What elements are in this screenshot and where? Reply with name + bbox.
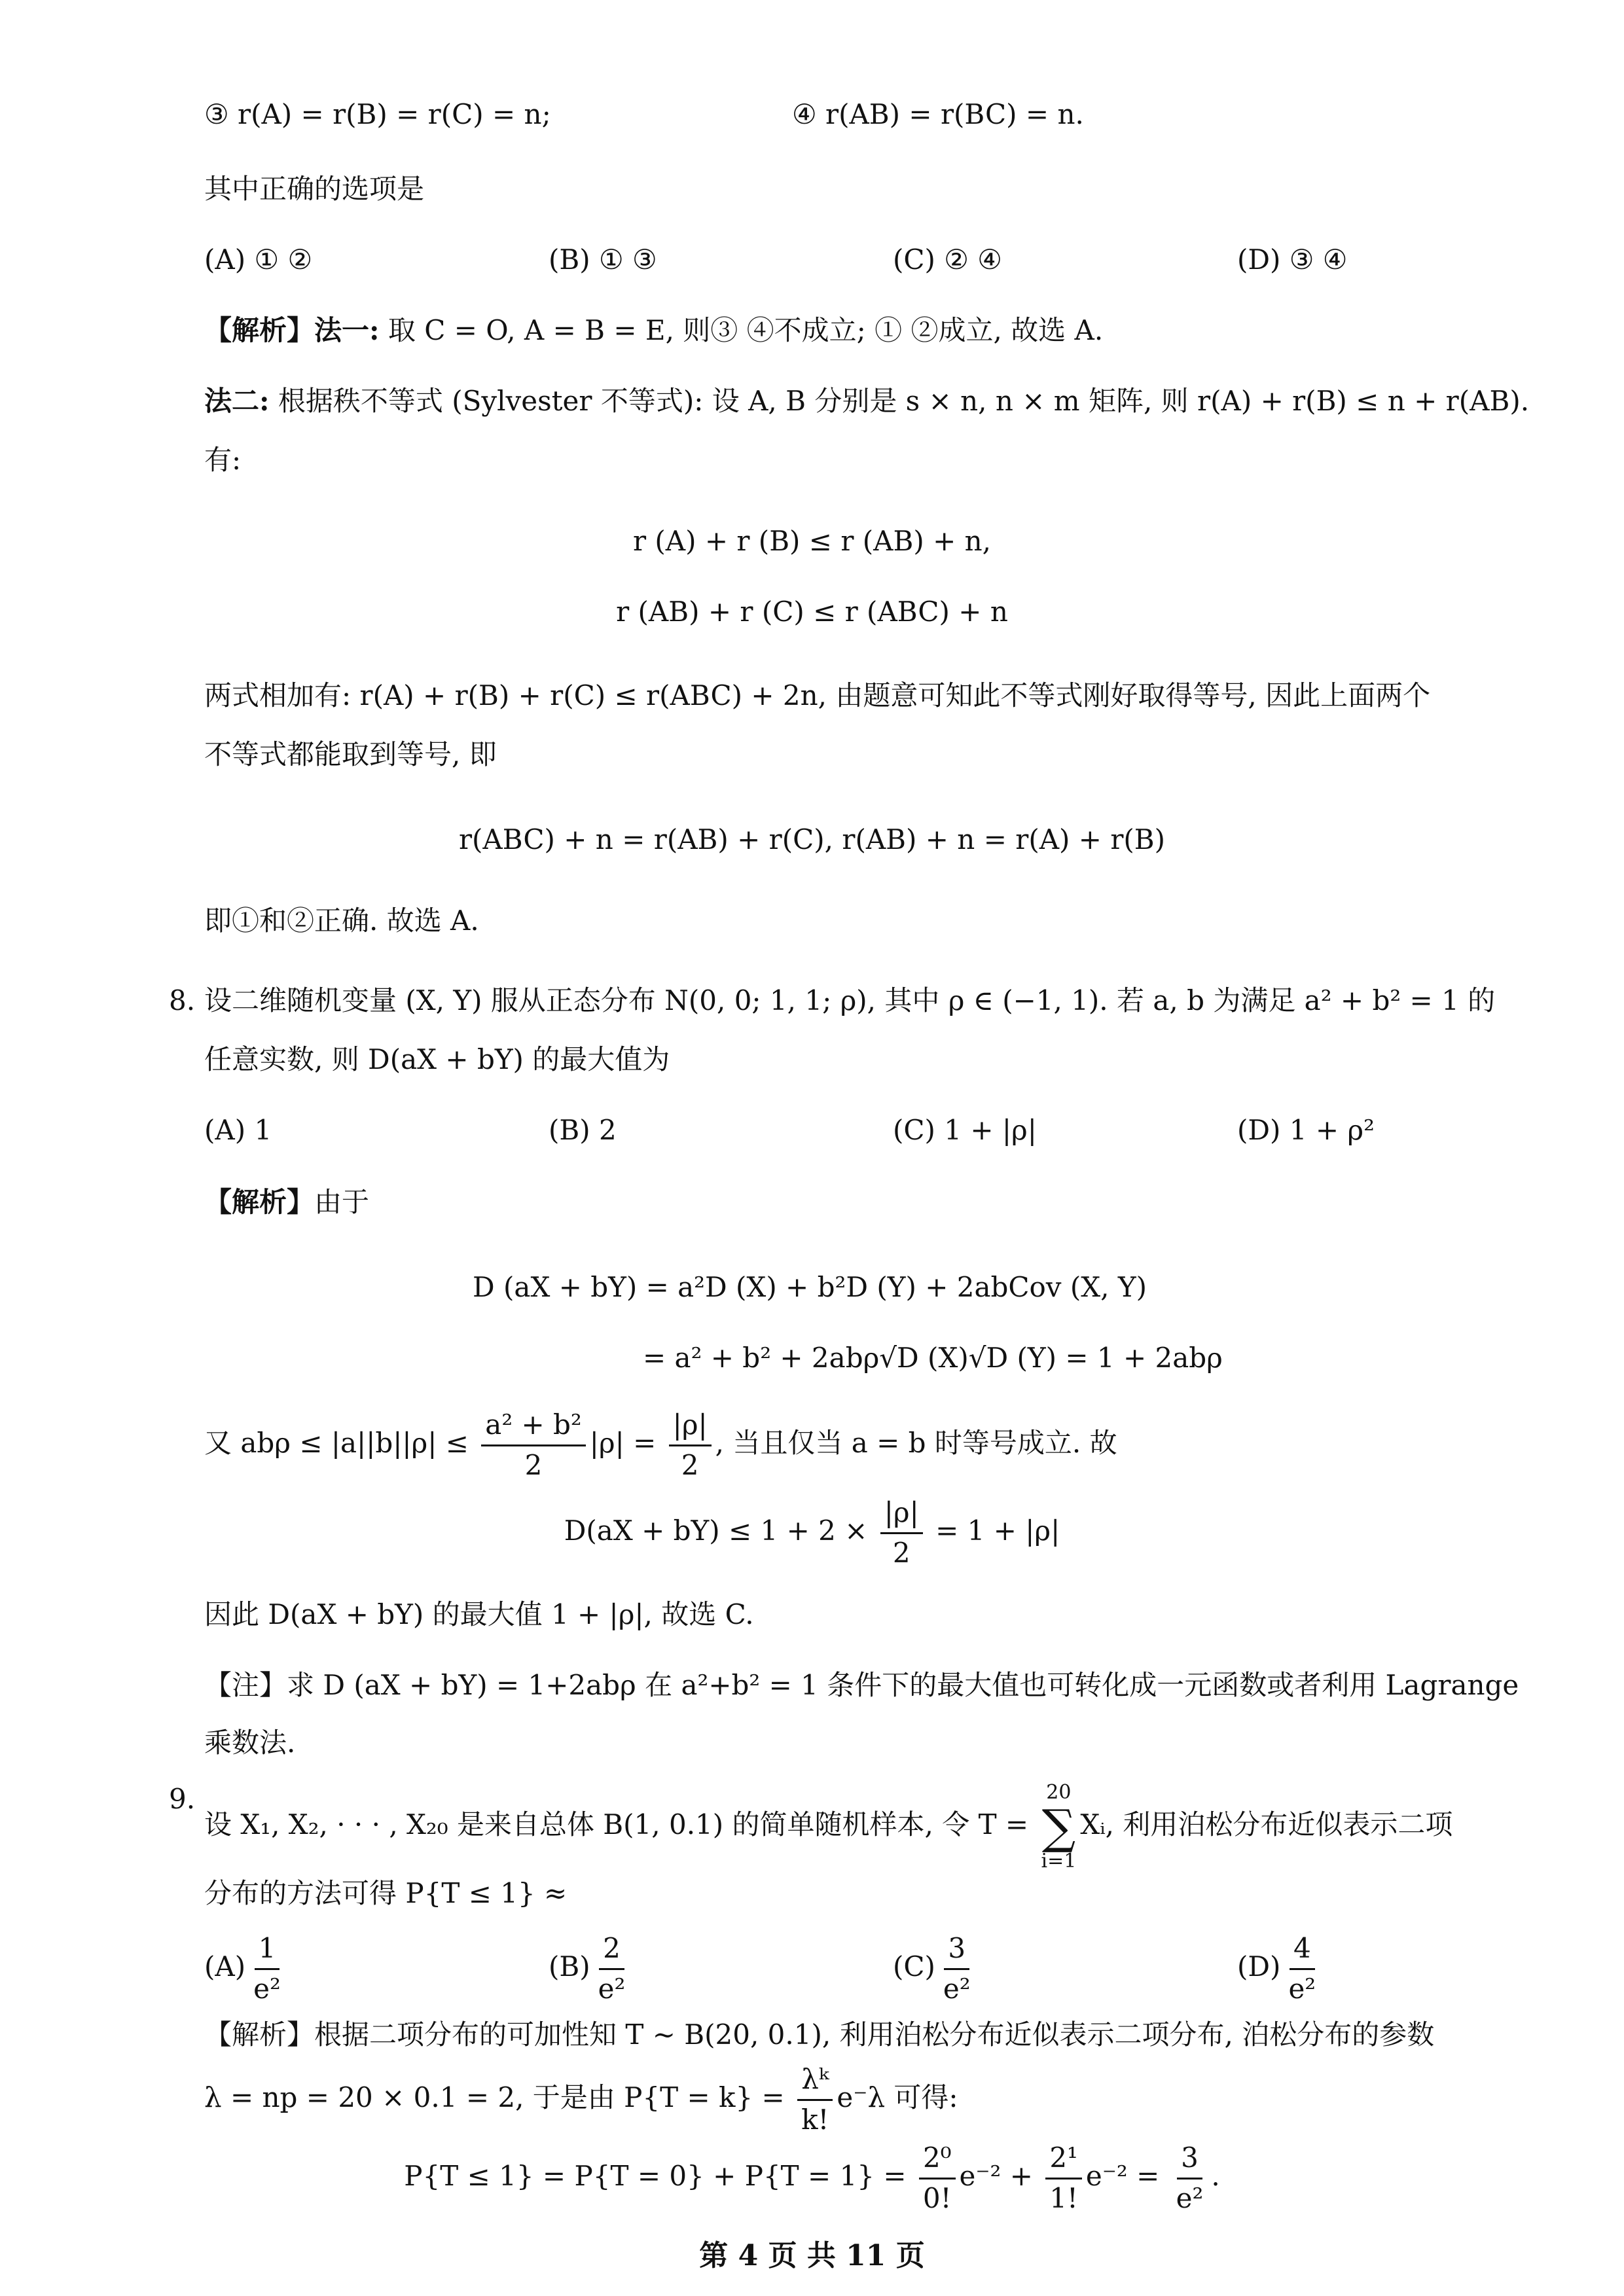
option-label: (A) (204, 1950, 246, 1983)
eq-text: D(aX + bY) ≤ 1 + 2 × (564, 1515, 876, 1547)
q9-analysis-text: e⁻λ 可得: (837, 2081, 958, 2114)
ineq-text: 又 abρ ≤ |a||b||ρ| ≤ (204, 1427, 478, 1460)
q8-equation-3 (0, 1495, 1624, 1571)
q7-analysis-method2 (204, 384, 1529, 420)
fraction (481, 1407, 586, 1483)
q9-text-post: Xᵢ, 利用泊松分布近似表示二项 (1080, 1808, 1453, 1840)
q8-text-cont: 任意实数, 则 D(aX + bY) 的最大值为 (204, 1043, 670, 1075)
sum-symbol: ∑ (1041, 1799, 1076, 1854)
q8-option-d: (D) 1 + ρ² (1237, 1114, 1375, 1146)
ineq-text: |ρ| = (589, 1427, 665, 1460)
q7-analysis-method1 (204, 313, 1103, 349)
fraction (797, 2062, 833, 2138)
fraction (880, 1495, 923, 1571)
sum-lower-limit: i=1 (1041, 1850, 1077, 1873)
denominator: 2 (892, 1536, 911, 1569)
numerator: 2¹ (1045, 2140, 1082, 2179)
q8-option-a: (A) 1 (204, 1114, 272, 1146)
denominator: e² (943, 1972, 971, 2005)
q9-text-pre: 设 X₁, X₂, · · · , X₂₀ 是来自总体 B(1, 0.1) 的简单随机样本, 令 T = (204, 1808, 1038, 1840)
numerator: 3 (944, 1931, 969, 1970)
q7-option-d: (D) ③ ④ (1237, 243, 1348, 276)
q7-sum-text: 两式相加有: r(A) + r(B) + r(C) ≤ r(ABC) + 2n, 由题意可知此不等式刚好取得等号, 因此上面两个 (204, 679, 1431, 711)
q7-equation-1: r (A) + r (B) ≤ r (AB) + n, (632, 525, 992, 557)
q8-number: 8. (169, 984, 196, 1016)
q7-conclusion: 即①和②正确. 故选 A. (204, 905, 479, 937)
q7-equation-3: r(ABC) + n = r(AB) + r(C), r(AB) + n = r(A) + r(B) (458, 823, 1166, 855)
fraction (919, 2140, 956, 2216)
q8-analysis (204, 1185, 369, 1221)
q8-note: 【注】求 D (aX + bY) = 1+2abρ 在 a²+b² = 1 条件下的最大值也可转化成一元函数或者利用 Lagrange (204, 1669, 1519, 1701)
q8-inequality (204, 1407, 1117, 1483)
statement-3: ③ r(A) = r(B) = r(C) = n; (204, 98, 551, 130)
fraction (594, 1931, 630, 2007)
denominator: e² (1176, 2181, 1204, 2214)
q7-sum-text-cont: 不等式都能取到等号, 即 (204, 738, 497, 770)
fraction (249, 1931, 285, 2007)
q9-option-d (1237, 1931, 1324, 2007)
q7-equation-2: r (AB) + r (C) ≤ r (ABC) + n (616, 596, 1008, 628)
fraction (1284, 1931, 1320, 2007)
method1-label: 法一: (314, 314, 380, 346)
numerator: 3 (1177, 2140, 1202, 2179)
eq-text: = 1 + |ρ| (926, 1515, 1060, 1547)
method2-text: 根据秩不等式 (Sylvester 不等式): 设 A, B 分别是 s × n, n × m 矩阵, 则 r(A) + r(B) ≤ n + r(AB). (269, 385, 1530, 417)
method2-text-cont: 有: (204, 444, 242, 476)
denominator: k! (801, 2103, 829, 2136)
q9-text (204, 1782, 1453, 1872)
denominator: 1! (1049, 2181, 1078, 2214)
q8-conclusion: 因此 D(aX + bY) 的最大值 1 + |ρ|, 故选 C. (204, 1598, 754, 1630)
analysis-tag: 【解析】 (204, 1186, 315, 1218)
q8-analysis-text: 由于 (314, 1186, 370, 1218)
q8-option-b: (B) 2 (549, 1114, 617, 1146)
fraction (1045, 2140, 1082, 2216)
numerator: λᵏ (797, 2062, 833, 2101)
fraction (1172, 2140, 1208, 2216)
q9-analysis-cont (204, 2062, 958, 2138)
numerator: |ρ| (880, 1495, 923, 1534)
numerator: 2⁰ (919, 2140, 956, 2179)
sum-upper-limit: 20 (1046, 1781, 1072, 1804)
eq-text: P{T ≤ 1} = P{T = 0} + P{T = 1} = (404, 2160, 915, 2193)
q7-option-b: (B) ① ③ (549, 243, 657, 276)
q9-number: 9. (169, 1783, 196, 1815)
fraction (669, 1407, 712, 1483)
q7-option-a: (A) ① ② (204, 243, 313, 276)
eq-text: e⁻² = (1085, 2160, 1168, 2193)
option-label: (D) (1237, 1950, 1281, 1983)
q8-text: 设二维随机变量 (X, Y) 服从正态分布 N(0, 0; 1, 1; ρ), 其中 ρ ∈ (−1, 1). 若 a, b 为满足 a² + b² = 1 的 (204, 984, 1496, 1016)
method1-text: 取 C = O, A = B = E, 则③ ④不成立; ① ②成立, 故选 A. (379, 314, 1104, 346)
eq-text: e⁻² + (959, 2160, 1042, 2193)
option-label: (C) (893, 1950, 935, 1983)
analysis-tag: 【解析】 (204, 314, 315, 346)
denominator: 0! (922, 2181, 952, 2214)
q7-option-c: (C) ② ④ (893, 243, 1002, 276)
option-label: (B) (549, 1950, 590, 1983)
numerator: |ρ| (669, 1407, 712, 1446)
denominator: 2 (681, 1448, 699, 1481)
q7-prompt: 其中正确的选项是 (204, 173, 425, 205)
page-footer: 第 4 页 共 11 页 (699, 2239, 925, 2272)
q9-analysis-text: λ = np = 20 × 0.1 = 2, 于是由 P{T = k} = (204, 2081, 794, 2114)
denominator: 2 (524, 1448, 543, 1481)
ineq-text: , 当且仅当 a = b 时等号成立. 故 (715, 1427, 1117, 1460)
statement-4: ④ r(AB) = r(BC) = n. (792, 98, 1084, 130)
q9-option-a (204, 1931, 289, 2007)
denominator: e² (598, 1972, 626, 2005)
numerator: 4 (1290, 1931, 1315, 1970)
q9-equation (0, 2140, 1624, 2216)
q9-text-cont: 分布的方法可得 P{T ≤ 1} ≈ (204, 1877, 568, 1909)
method2-label: 法二: (204, 385, 270, 417)
denominator: e² (253, 1972, 281, 2005)
q8-equation-1: D (aX + bY) = a²D (X) + b²D (Y) + 2abCov (X, Y) (473, 1271, 1147, 1303)
numerator: 1 (255, 1931, 280, 1970)
q8-note-cont: 乘数法. (204, 1727, 296, 1759)
eq-text: . (1211, 2160, 1220, 2193)
numerator: a² + b² (481, 1407, 586, 1446)
numerator: 2 (599, 1931, 624, 1970)
summation (1041, 1782, 1076, 1872)
q9-option-c (893, 1931, 979, 2007)
fraction (939, 1931, 975, 2007)
q9-analysis: 【解析】根据二项分布的可加性知 T ∼ B(20, 0.1), 利用泊松分布近似表示二项分布, 泊松分布的参数 (204, 2018, 1435, 2051)
denominator: e² (1288, 1972, 1316, 2005)
q8-equation-2: = a² + b² + 2abρ√D (X)√D (Y) = 1 + 2abρ (643, 1342, 1223, 1374)
q9-option-b (549, 1931, 633, 2007)
q8-option-c: (C) 1 + |ρ| (893, 1114, 1037, 1146)
